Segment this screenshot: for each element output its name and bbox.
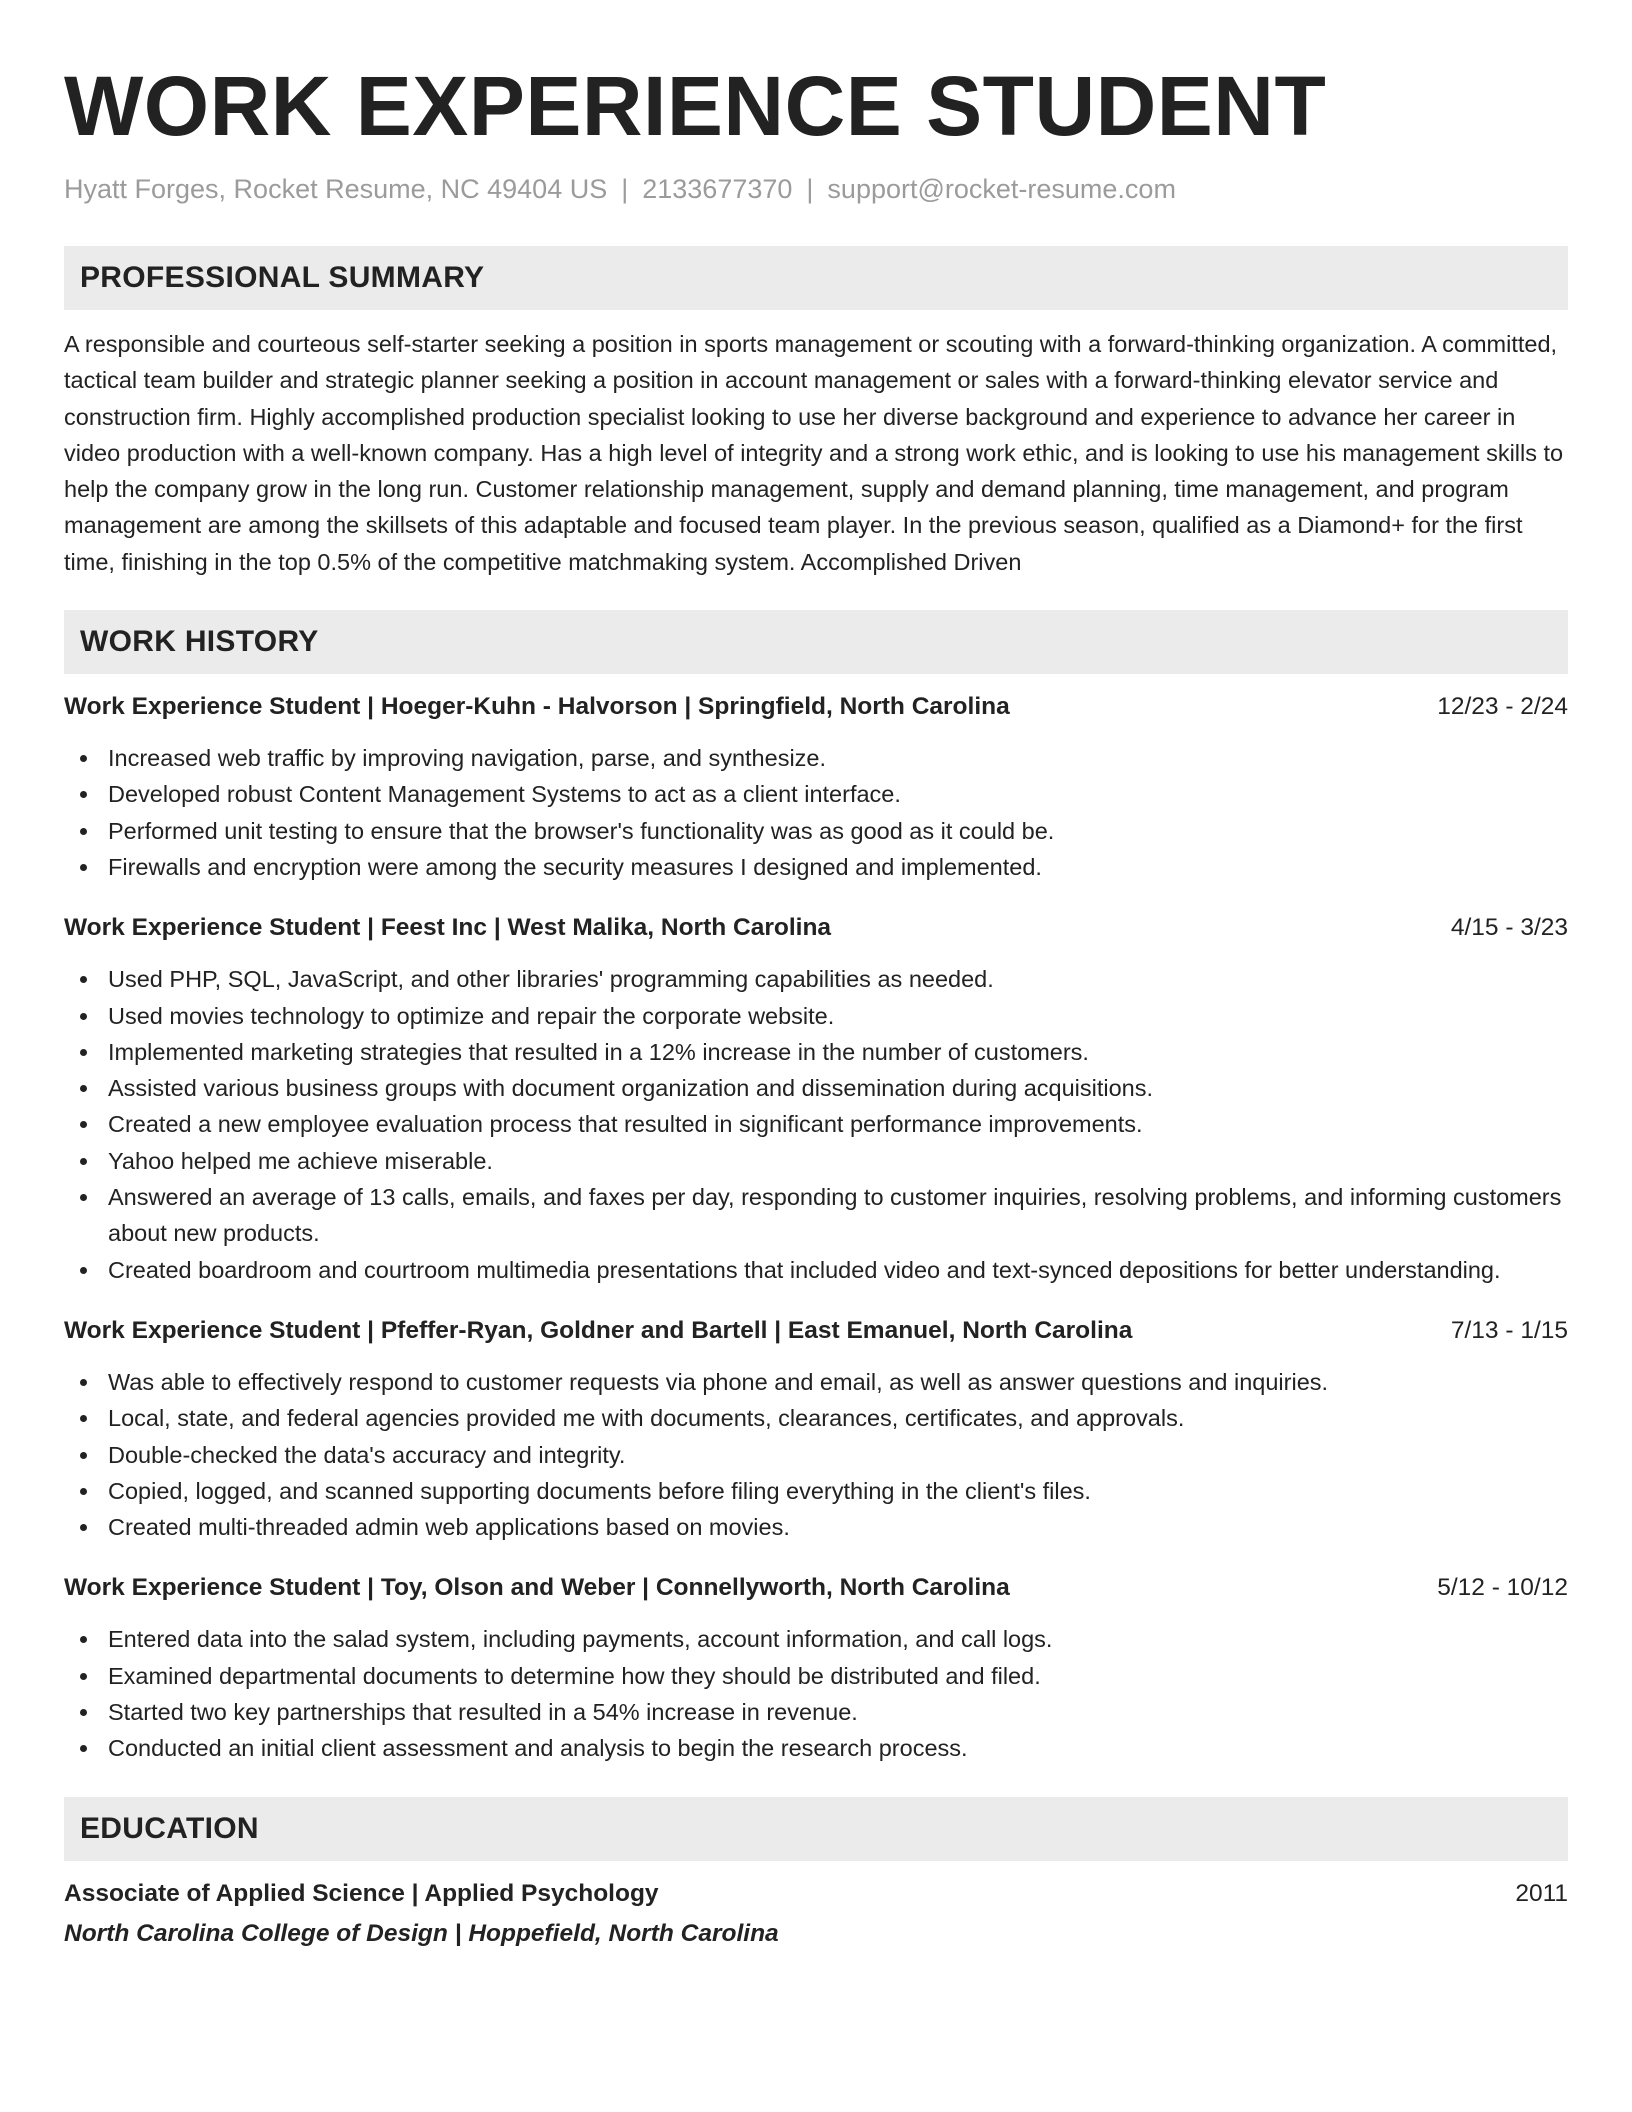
job-entry: [64, 911, 1568, 1288]
job-bullet: Used movies technology to optimize and repair the corporate website.: [64, 998, 1568, 1034]
job-bullet: Created a new employee evaluation process that resulted in significant performance improvements.: [64, 1106, 1568, 1142]
job-bullet: Copied, logged, and scanned supporting documents before filing everything in the client's files.: [64, 1473, 1568, 1509]
job-bullet-list: [64, 1621, 1568, 1766]
summary-text: A responsible and courteous self-starter seeking a position in sports management or scouting with a forward-thinking organization. A committed, tactical team builder and strategic planner seeking a position in account management or sales with a forward-thinking elevator service and construction firm. Highly accomplished production specialist looking to use her diverse background and experience to advance her career in video production with a well-known company. Has a high level of integrity and a strong work ethic, and is looking to use his management skills to help the company grow in the long run. Customer relationship management, supply and demand planning, time management, and program management are among the skillsets of this adaptable and focused team player. In the previous season, qualified as a Diamond+ for the first time, finishing in the top 0.5% of the competitive matchmaking system. Accomplished Driven: [64, 331, 1564, 575]
section-header-education: EDUCATION: [64, 1797, 1568, 1861]
contact-email: support@rocket-resume.com: [827, 174, 1176, 204]
job-bullet: Performed unit testing to ensure that the browser's functionality was as good as it could be.: [64, 813, 1568, 849]
job-bullet: Used PHP, SQL, JavaScript, and other libraries' programming capabilities as needed.: [64, 961, 1568, 997]
education-degree: Associate of Applied Science | Applied Psychology: [64, 1879, 659, 1907]
job-bullet: Firewalls and encryption were among the security measures I designed and implemented.: [64, 849, 1568, 885]
job-title: Work Experience Student | Pfeffer-Ryan, Goldner and Bartell | East Emanuel, North Carolina: [64, 1316, 1133, 1344]
education-year: 2011: [1515, 1879, 1568, 1907]
contact-separator: |: [621, 174, 629, 204]
job-bullet: Assisted various business groups with document organization and dissemination during acquisitions.: [64, 1070, 1568, 1106]
job-entry: [64, 1571, 1568, 1766]
job-dates: 12/23 - 2/24: [1437, 693, 1568, 721]
job-title: Work Experience Student | Toy, Olson and Weber | Connellyworth, North Carolina: [64, 1574, 1010, 1602]
job-bullet: Created multi-threaded admin web applications based on movies.: [64, 1509, 1568, 1545]
job-bullet: Answered an average of 13 calls, emails, and faxes per day, responding to customer inquiries, resolving problems, and informing customers about new products.: [64, 1179, 1568, 1252]
job-bullet: Conducted an initial client assessment and analysis to begin the research process.: [64, 1730, 1568, 1766]
contact-address: Hyatt Forges, Rocket Resume, NC 49404 US: [64, 174, 608, 204]
job-title: Work Experience Student | Feest Inc | West Malika, North Carolina: [64, 914, 832, 942]
job-bullet: Implemented marketing strategies that resulted in a 12% increase in the number of customers.: [64, 1034, 1568, 1070]
job-entry: [64, 690, 1568, 885]
job-header-line: [64, 911, 1568, 945]
section-header-summary: PROFESSIONAL SUMMARY: [64, 246, 1568, 310]
job-bullet: Yahoo helped me achieve miserable.: [64, 1143, 1568, 1179]
job-bullet-list: [64, 961, 1568, 1288]
job-bullet: Was able to effectively respond to customer requests via phone and email, as well as answer questions and inquiries.: [64, 1364, 1568, 1400]
contact-separator: |: [806, 174, 814, 204]
contact-phone: 2133677370: [642, 174, 793, 204]
job-bullet: Started two key partnerships that resulted in a 54% increase in revenue.: [64, 1694, 1568, 1730]
education-line: [64, 1877, 1568, 1911]
job-bullet: Local, state, and federal agencies provided me with documents, clearances, certificates, and approvals.: [64, 1400, 1568, 1436]
job-entry: [64, 1314, 1568, 1545]
job-header-line: [64, 690, 1568, 724]
resume-name: WORK EXPERIENCE STUDENT: [64, 59, 1327, 153]
job-bullet: Developed robust Content Management Systems to act as a client interface.: [64, 776, 1568, 812]
job-header-line: [64, 1314, 1568, 1348]
job-dates: 4/15 - 3/23: [1450, 914, 1568, 942]
job-bullet-list: [64, 740, 1568, 885]
job-title: Work Experience Student | Hoeger-Kuhn - Halvorson | Springfield, North Carolina: [64, 693, 1010, 721]
job-dates: 7/13 - 1/15: [1450, 1316, 1568, 1344]
education-entry: [64, 1877, 1568, 1951]
work-history-list: [64, 690, 1568, 1767]
job-bullet: Created boardroom and courtroom multimedia presentations that included video and text-synced depositions for better understanding.: [64, 1252, 1568, 1288]
contact-line: [64, 172, 1568, 206]
job-dates: 5/12 - 10/12: [1437, 1574, 1568, 1602]
job-bullet: Examined departmental documents to determine how they should be distributed and filed.: [64, 1658, 1568, 1694]
job-bullet: Double-checked the data's accuracy and integrity.: [64, 1437, 1568, 1473]
job-bullet-list: [64, 1364, 1568, 1545]
job-header-line: [64, 1571, 1568, 1605]
job-bullet: Increased web traffic by improving navigation, parse, and synthesize.: [64, 740, 1568, 776]
education-school: North Carolina College of Design | Hoppefield, North Carolina: [64, 1919, 779, 1947]
job-bullet: Entered data into the salad system, including payments, account information, and call logs.: [64, 1621, 1568, 1657]
section-header-work-history: WORK HISTORY: [64, 610, 1568, 674]
